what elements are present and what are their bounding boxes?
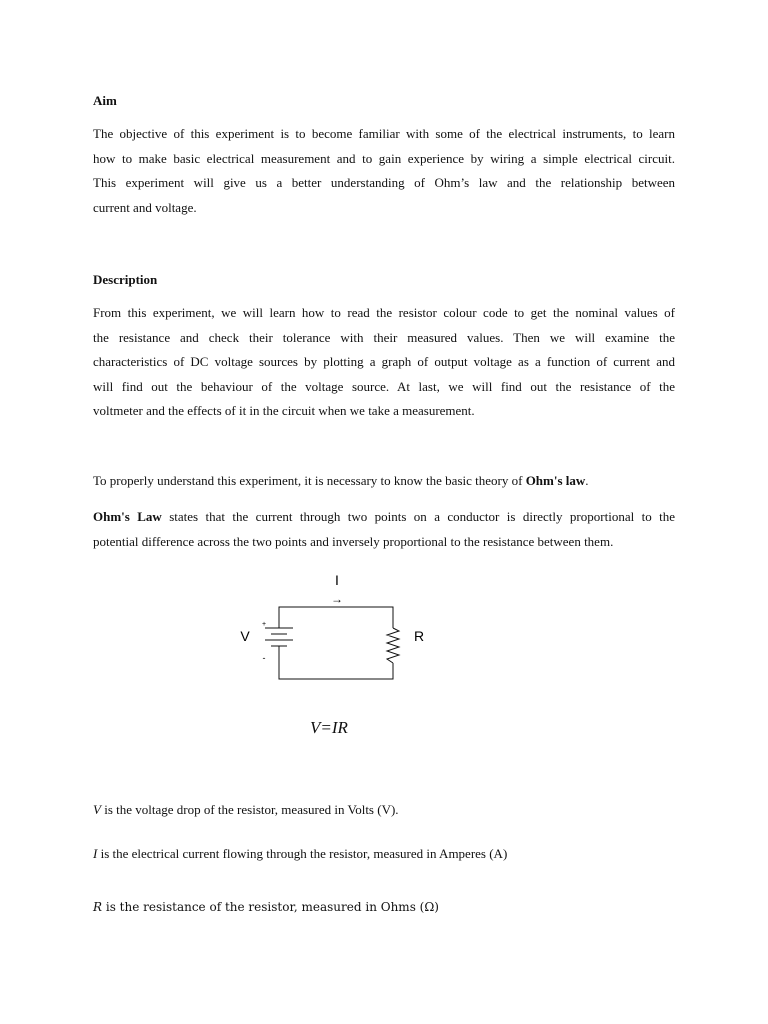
description-line: characteristics of DC voltage sources by plotting a graph of output voltage as a function of current and xyxy=(93,354,675,369)
aim-line: The objective of this experiment is to become familiar with some of the electrical instruments, to learn xyxy=(93,126,675,141)
ohms-law-line xyxy=(93,505,675,530)
definition-symbol: I xyxy=(93,846,98,861)
aim-heading: Aim xyxy=(93,93,117,108)
ohms-law-bold: Ohm's Law xyxy=(93,509,162,524)
ohms-law-formula: V=IR xyxy=(310,718,348,737)
aim-paragraph xyxy=(93,122,675,220)
definition-v xyxy=(93,798,675,823)
circuit-diagram xyxy=(225,568,435,688)
description-line: voltmeter and the effects of it in the circuit when we take a measurement. xyxy=(93,403,475,418)
plus-sign: + xyxy=(261,621,267,628)
definition-symbol: R xyxy=(93,900,103,914)
definition-symbol: V xyxy=(93,802,101,817)
aim-line: how to make basic electrical measurement and to gain experience by wiring a simple electrical circuit. xyxy=(93,150,675,166)
current-label: I xyxy=(335,572,339,588)
ohms-law-line1-text: states that the current through two points on a conductor is directly proportional to the xyxy=(161,509,675,524)
ohms-law-term: Ohm's law xyxy=(525,473,586,488)
description-heading: Description xyxy=(93,272,158,287)
ohms-law-paragraph xyxy=(93,505,675,554)
resistor-label: R xyxy=(413,628,425,644)
theory-intro xyxy=(93,469,675,494)
wire-top xyxy=(279,607,393,628)
description-line: will find out the behaviour of the voltage source. At last, we will find out the resistance of the xyxy=(93,378,675,394)
definition-r xyxy=(93,895,675,920)
theory-intro-end: . xyxy=(585,473,589,488)
definition-text: is the electrical current flowing through the resistor, measured in Amperes (A) xyxy=(97,846,508,861)
definition-text: is the voltage drop of the resistor, measured in Volts (V). xyxy=(100,802,399,817)
definition-i xyxy=(93,842,675,867)
wire-bottom xyxy=(279,651,393,679)
current-arrow-icon: → xyxy=(331,592,343,606)
minus-sign: - xyxy=(262,653,266,663)
aim-line: This experiment will give us a better understanding of Ohm’s law and the relationship between xyxy=(93,175,675,190)
definition-text: is the resistance of the resistor, measured in Ohms (Ω) xyxy=(102,900,439,914)
theory-intro-text: To properly understand this experiment, it is necessary to know the basic theory of xyxy=(93,473,526,488)
resistor-zigzag-icon xyxy=(387,628,399,663)
voltage-label: V xyxy=(240,628,250,644)
description-line: the resistance and check their tolerance with their measured values. Then we will examine the xyxy=(93,329,675,345)
aim-line: current and voltage. xyxy=(93,199,197,215)
ohms-law-line: potential difference across the two points and inversely proportional to the resistance between them. xyxy=(93,533,614,549)
description-paragraph xyxy=(93,301,675,424)
description-line: From this experiment, we will learn how to read the resistor colour code to get the nominal values of xyxy=(93,305,675,320)
